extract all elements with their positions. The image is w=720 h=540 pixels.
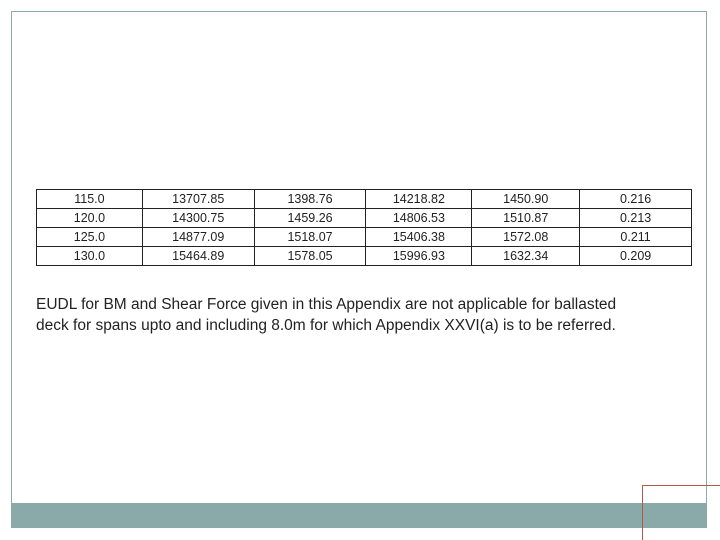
corner-line-vertical <box>642 485 643 540</box>
table-cell: 14806.53 <box>366 209 472 228</box>
table-cell: 14877.09 <box>142 228 254 247</box>
bottom-band <box>12 503 707 528</box>
table-cell: 1459.26 <box>254 209 366 228</box>
table-cell: 0.213 <box>580 209 692 228</box>
table-cell: 14218.82 <box>366 190 472 209</box>
table-row <box>37 228 692 247</box>
corner-line-horizontal <box>642 485 720 486</box>
table-cell: 1398.76 <box>254 190 366 209</box>
table-cell: 130.0 <box>37 247 143 266</box>
table-cell: 125.0 <box>37 228 143 247</box>
note-line-1: EUDL for BM and Shear Force given in this Appendix are not applicable for ballasted <box>36 296 617 313</box>
slide-frame <box>11 11 707 528</box>
table-cell: 115.0 <box>37 190 143 209</box>
table-row <box>37 247 692 266</box>
table-cell: 1632.34 <box>472 247 580 266</box>
table-cell: 15464.89 <box>142 247 254 266</box>
note-line-2: deck for spans upto and including 8.0m for which Appendix XXVI(a) is to be referred. <box>36 317 616 334</box>
table-cell: 1572.08 <box>472 228 580 247</box>
table-cell: 15406.38 <box>366 228 472 247</box>
table-cell: 0.211 <box>580 228 692 247</box>
data-table <box>36 189 692 266</box>
table-cell: 13707.85 <box>142 190 254 209</box>
table-cell: 0.209 <box>580 247 692 266</box>
applicability-note <box>36 294 676 336</box>
table-cell: 1510.87 <box>472 209 580 228</box>
table-cell: 1518.07 <box>254 228 366 247</box>
table-cell: 1450.90 <box>472 190 580 209</box>
table-cell: 15996.93 <box>366 247 472 266</box>
table-cell: 14300.75 <box>142 209 254 228</box>
table-row <box>37 209 692 228</box>
table-row <box>37 190 692 209</box>
table-cell: 1578.05 <box>254 247 366 266</box>
table-cell: 120.0 <box>37 209 143 228</box>
table-cell: 0.216 <box>580 190 692 209</box>
